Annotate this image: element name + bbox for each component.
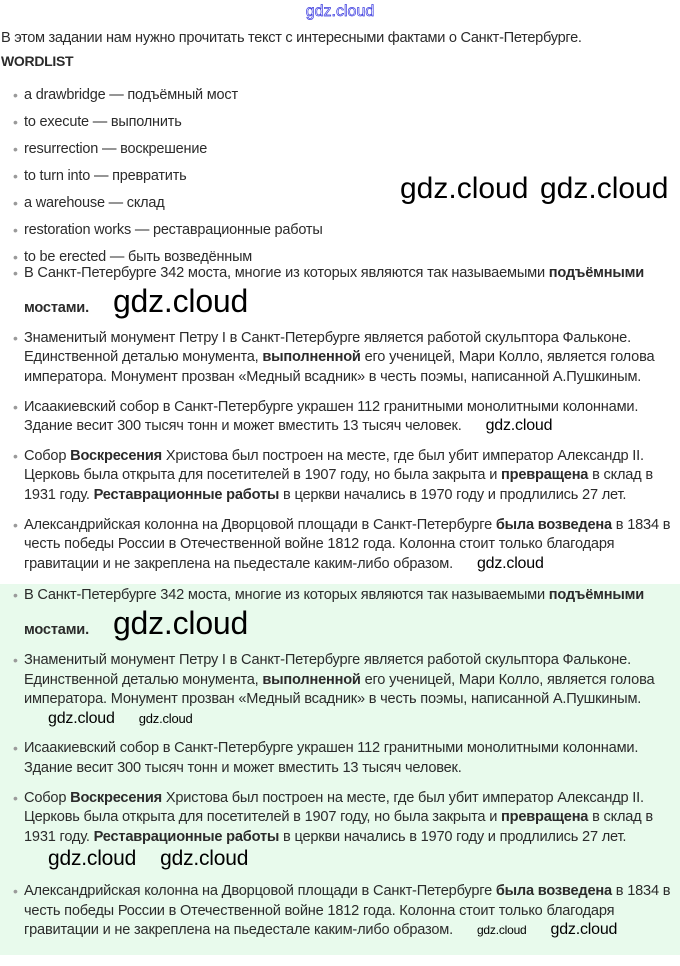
fact-text: в склад в 1931 году. — [24, 809, 653, 845]
fact-text: его ученицей, Мари Колло, является голова императора. Монумент прозван «Медный всадник» в честь поэмы, написанной А.Пушкиным. — [24, 349, 655, 385]
wordlist-text: to turn into — превратить — [24, 168, 187, 184]
watermark: gdz.cloud — [112, 604, 249, 641]
bullet-icon: • — [13, 168, 18, 184]
bullet-icon: • — [13, 249, 18, 265]
fact-keyword: Реставрационные работы — [93, 828, 280, 845]
fact-keyword: подъёмными мостами. — [24, 587, 644, 638]
fact-keyword: выполненной — [262, 671, 361, 688]
wordlist-text: a drawbridge — подъёмный мост — [24, 87, 238, 103]
bullet-icon: • — [13, 516, 18, 533]
fact-text: Христова был построен на месте, где был убит император Александр II. Церковь была открыта для посетителей в 1907 году, но была закрыта и — [24, 447, 644, 484]
fact-item — [0, 789, 680, 872]
fact-text: Христова был построен на месте, где был убит император Александр II. Церковь была открыта для посетителей в 1907 году, но была закрыта и — [24, 789, 644, 826]
bullet-icon: • — [13, 222, 18, 238]
bullet-icon: • — [13, 652, 18, 669]
fact-item — [0, 264, 680, 319]
facts-list — [0, 264, 680, 574]
watermark: gdz.cloud — [550, 921, 618, 939]
watermark: gdz.cloud — [48, 847, 137, 871]
facts-list-duplicate — [0, 586, 680, 941]
watermark: gdz.cloud — [48, 709, 115, 727]
fact-text: Собор — [24, 447, 71, 464]
fact-item — [0, 739, 680, 778]
watermark-top: gdz.cloud — [305, 3, 375, 20]
bullet-icon: • — [13, 114, 18, 130]
fact-text: Собор — [24, 789, 71, 806]
watermark: gdz.cloud — [400, 172, 529, 205]
bullet-icon: • — [13, 329, 18, 346]
fact-keyword: превращена — [501, 809, 589, 826]
fact-keyword: была возведена — [495, 883, 612, 900]
fact-text: Исаакиевский собор в Санкт-Петербурге украшен 112 гранитными монолитными колоннами. Здание весит 300 тысяч тонн и может вместить 13 тысяч человек. — [24, 740, 639, 777]
wordlist-item — [0, 138, 680, 165]
fact-keyword: выполненной — [262, 349, 361, 366]
watermark: gdz.cloud — [160, 847, 249, 871]
watermark: gdz.cloud — [485, 417, 553, 435]
fact-text: в 1834 в честь победы России в Отечественной войне 1812 года. Колонна стоит только благодаря гравитации и не закреплена на пьедестале каким-либо образом. — [24, 883, 671, 939]
bullet-icon: • — [13, 587, 18, 604]
fact-item — [0, 651, 680, 729]
fact-text: Знаменитый монумент Петру I в Санкт-Петербурге является работой скульптора Фальконе. Единственной деталью монумента, — [24, 652, 631, 688]
fact-item — [0, 882, 680, 941]
wordlist-title: WORDLIST — [1, 53, 74, 69]
fact-item — [0, 329, 680, 388]
wordlist-item — [0, 219, 680, 246]
fact-item — [0, 516, 680, 575]
fact-text: В Санкт-Петербурге 342 моста, многие из которых являются так называемыми — [24, 265, 549, 281]
bullet-icon: • — [13, 265, 18, 281]
bullet-icon: • — [13, 195, 18, 211]
fact-text: В Санкт-Петербурге 342 моста, многие из которых являются так называемыми — [24, 587, 549, 604]
wordlist-item — [0, 84, 680, 111]
fact-text: Исаакиевский собор в Санкт-Петербурге украшен 112 гранитными монолитными колоннами. Здание весит 300 тысяч тонн и может вместить 13 тысяч человек. — [24, 398, 639, 435]
watermark: gdz.cloud — [112, 282, 249, 319]
fact-text: Александрийская колонна на Дворцовой площади в Санкт-Петербурге — [24, 883, 496, 900]
fact-text: его ученицей, Мари Колло, является голова императора. Монумент прозван «Медный всадник» в честь поэмы, написанной А.Пушкиным. — [24, 671, 655, 708]
fact-keyword: Воскресения — [70, 447, 162, 464]
fact-text: Знаменитый монумент Петру I в Санкт-Петербурге является работой скульптора Фальконе. Единственной деталью монумента, — [24, 329, 631, 366]
wordlist-text: resurrection — воскрешение — [24, 141, 208, 157]
fact-keyword: превращена — [501, 467, 589, 484]
bullet-icon: • — [13, 141, 18, 157]
fact-text: в церкви начались в 1970 году и продлились 27 лет. — [279, 828, 627, 845]
fact-keyword: подъёмными мостами. — [24, 265, 644, 316]
bullet-icon: • — [13, 789, 18, 806]
wordlist-item — [0, 111, 680, 138]
fact-keyword: Реставрационные работы — [93, 486, 280, 503]
bullet-icon: • — [13, 883, 18, 900]
bullet-icon: • — [13, 398, 18, 415]
wordlist-text: a warehouse — склад — [24, 195, 165, 211]
fact-text: Александрийская колонна на Дворцовой площади в Санкт-Петербурге — [24, 516, 496, 533]
wordlist-section — [0, 84, 680, 264]
fact-keyword: была возведена — [495, 516, 612, 533]
watermark: gdz.cloud — [476, 554, 544, 572]
intro-text: В этом задании нам нужно прочитать текст с интересными фактами о Санкт-Петербурге. — [1, 30, 582, 46]
fact-item — [0, 398, 680, 437]
fact-text: в церкви начались в 1970 году и продлились 27 лет. — [279, 486, 627, 503]
bullet-icon: • — [13, 740, 18, 757]
watermark: gdz.cloud — [540, 172, 669, 205]
wordlist-text: restoration works — реставрационные работы — [24, 222, 323, 238]
fact-text: в 1834 в честь победы России в Отечественной войне 1812 года. Колонна стоит только благодаря гравитации и не закреплена на пьедестале каким-либо образом. — [24, 516, 671, 572]
wordlist-text: to be erected — быть возведённым — [24, 249, 253, 265]
bullet-icon: • — [13, 447, 18, 464]
bullet-icon: • — [13, 87, 18, 103]
fact-item — [0, 586, 680, 641]
watermark: gdz.cloud — [138, 710, 193, 726]
fact-item — [0, 447, 680, 506]
watermark: gdz.cloud — [476, 923, 527, 938]
wordlist-text: to execute — выполнить — [24, 114, 182, 130]
fact-keyword: Воскресения — [70, 789, 162, 806]
highlighted-section — [0, 584, 680, 955]
fact-text: в склад в 1931 году. — [24, 467, 653, 503]
